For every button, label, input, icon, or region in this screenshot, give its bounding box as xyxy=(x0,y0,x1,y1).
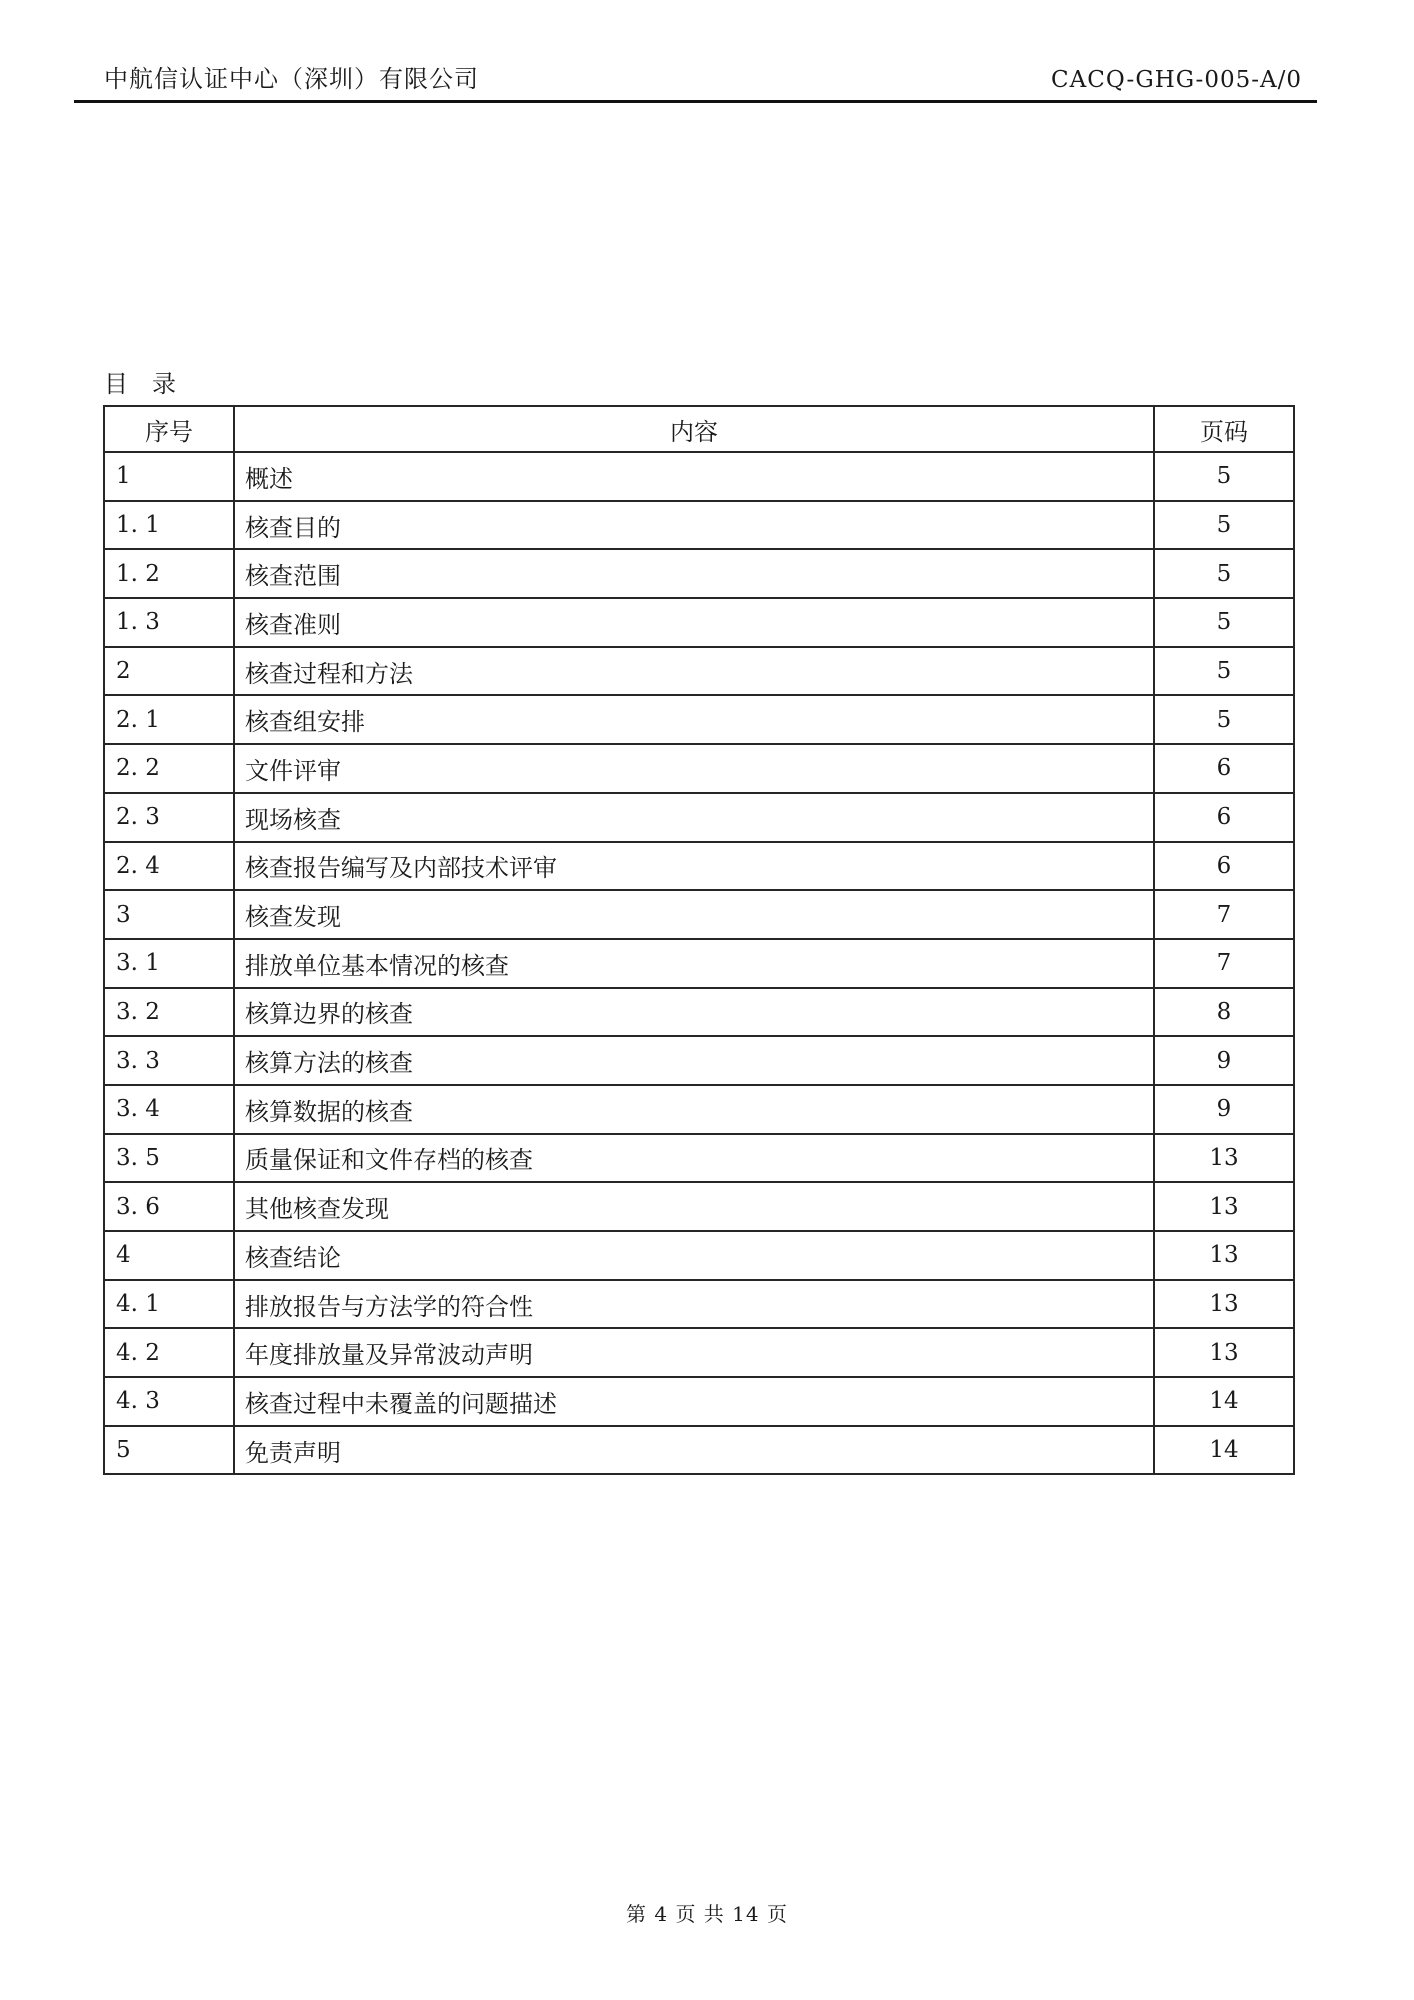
cell-content: 核查报告编写及内部技术评审 xyxy=(234,842,1154,891)
cell-content: 其他核查发现 xyxy=(234,1182,1154,1231)
cell-page: 5 xyxy=(1154,549,1294,598)
cell-page: 9 xyxy=(1154,1085,1294,1134)
cell-content: 免责声明 xyxy=(234,1426,1154,1475)
cell-page: 6 xyxy=(1154,842,1294,891)
cell-no: 3 xyxy=(104,890,234,939)
cell-page: 7 xyxy=(1154,890,1294,939)
cell-content: 排放报告与方法学的符合性 xyxy=(234,1280,1154,1329)
table-row xyxy=(104,1426,1294,1475)
cell-content: 核查过程和方法 xyxy=(234,647,1154,696)
cell-page: 14 xyxy=(1154,1426,1294,1475)
cell-content: 年度排放量及异常波动声明 xyxy=(234,1328,1154,1377)
cell-page: 14 xyxy=(1154,1377,1294,1426)
table-row xyxy=(104,1134,1294,1183)
cell-no: 2 xyxy=(104,647,234,696)
cell-page: 9 xyxy=(1154,1036,1294,1085)
column-header-content: 内容 xyxy=(234,406,1154,452)
cell-no: 2. 4 xyxy=(104,842,234,891)
cell-no: 4 xyxy=(104,1231,234,1280)
cell-page: 5 xyxy=(1154,695,1294,744)
table-row xyxy=(104,988,1294,1037)
cell-content: 核算数据的核查 xyxy=(234,1085,1154,1134)
table-row xyxy=(104,549,1294,598)
table-row xyxy=(104,1280,1294,1329)
table-row xyxy=(104,1231,1294,1280)
cell-no: 3. 2 xyxy=(104,988,234,1037)
cell-page: 5 xyxy=(1154,598,1294,647)
cell-page: 13 xyxy=(1154,1328,1294,1377)
table-row xyxy=(104,1328,1294,1377)
cell-content: 核查结论 xyxy=(234,1231,1154,1280)
cell-no: 2. 1 xyxy=(104,695,234,744)
cell-content: 质量保证和文件存档的核查 xyxy=(234,1134,1154,1183)
cell-content: 排放单位基本情况的核查 xyxy=(234,939,1154,988)
table-row xyxy=(104,939,1294,988)
cell-content: 现场核查 xyxy=(234,793,1154,842)
toc-header-row xyxy=(104,406,1294,452)
cell-no: 4. 2 xyxy=(104,1328,234,1377)
table-row xyxy=(104,1036,1294,1085)
cell-page: 13 xyxy=(1154,1182,1294,1231)
cell-no: 1. 1 xyxy=(104,501,234,550)
table-row xyxy=(104,890,1294,939)
table-row xyxy=(104,744,1294,793)
cell-no: 3. 1 xyxy=(104,939,234,988)
footer-page-indicator: 第 4 页 共 14 页 xyxy=(626,1902,788,1926)
cell-page: 13 xyxy=(1154,1231,1294,1280)
cell-no: 1. 2 xyxy=(104,549,234,598)
cell-page: 7 xyxy=(1154,939,1294,988)
cell-content: 核查准则 xyxy=(234,598,1154,647)
cell-no: 1 xyxy=(104,452,234,501)
cell-page: 5 xyxy=(1154,452,1294,501)
header-divider-line xyxy=(74,100,1317,103)
cell-no: 1. 3 xyxy=(104,598,234,647)
cell-page: 6 xyxy=(1154,793,1294,842)
table-row xyxy=(104,598,1294,647)
cell-content: 核查组安排 xyxy=(234,695,1154,744)
cell-no: 3. 6 xyxy=(104,1182,234,1231)
table-row xyxy=(104,695,1294,744)
cell-no: 4. 3 xyxy=(104,1377,234,1426)
column-header-page: 页码 xyxy=(1154,406,1294,452)
cell-no: 3. 5 xyxy=(104,1134,234,1183)
cell-content: 概述 xyxy=(234,452,1154,501)
table-row xyxy=(104,842,1294,891)
table-row xyxy=(104,1182,1294,1231)
cell-page: 13 xyxy=(1154,1134,1294,1183)
cell-page: 8 xyxy=(1154,988,1294,1037)
toc-title: 目 录 xyxy=(104,370,176,398)
cell-page: 6 xyxy=(1154,744,1294,793)
cell-page: 5 xyxy=(1154,647,1294,696)
cell-content: 核查过程中未覆盖的问题描述 xyxy=(234,1377,1154,1426)
cell-content: 核查范围 xyxy=(234,549,1154,598)
table-row xyxy=(104,452,1294,501)
cell-no: 2. 2 xyxy=(104,744,234,793)
cell-no: 2. 3 xyxy=(104,793,234,842)
header-company-name: 中航信认证中心（深圳）有限公司 xyxy=(104,65,479,93)
table-row xyxy=(104,1377,1294,1426)
table-row xyxy=(104,647,1294,696)
cell-content: 核查发现 xyxy=(234,890,1154,939)
cell-no: 4. 1 xyxy=(104,1280,234,1329)
header-document-code: CACQ-GHG-005-A/0 xyxy=(1051,67,1302,93)
cell-content: 核算方法的核查 xyxy=(234,1036,1154,1085)
cell-page: 13 xyxy=(1154,1280,1294,1329)
cell-content: 核算边界的核查 xyxy=(234,988,1154,1037)
cell-no: 5 xyxy=(104,1426,234,1475)
cell-page: 5 xyxy=(1154,501,1294,550)
table-row xyxy=(104,501,1294,550)
column-header-number: 序号 xyxy=(104,406,234,452)
toc-table xyxy=(103,405,1295,1475)
cell-content: 文件评审 xyxy=(234,744,1154,793)
cell-no: 3. 3 xyxy=(104,1036,234,1085)
cell-content: 核查目的 xyxy=(234,501,1154,550)
cell-no: 3. 4 xyxy=(104,1085,234,1134)
table-row xyxy=(104,793,1294,842)
table-row xyxy=(104,1085,1294,1134)
toc-table-body xyxy=(104,452,1294,1474)
